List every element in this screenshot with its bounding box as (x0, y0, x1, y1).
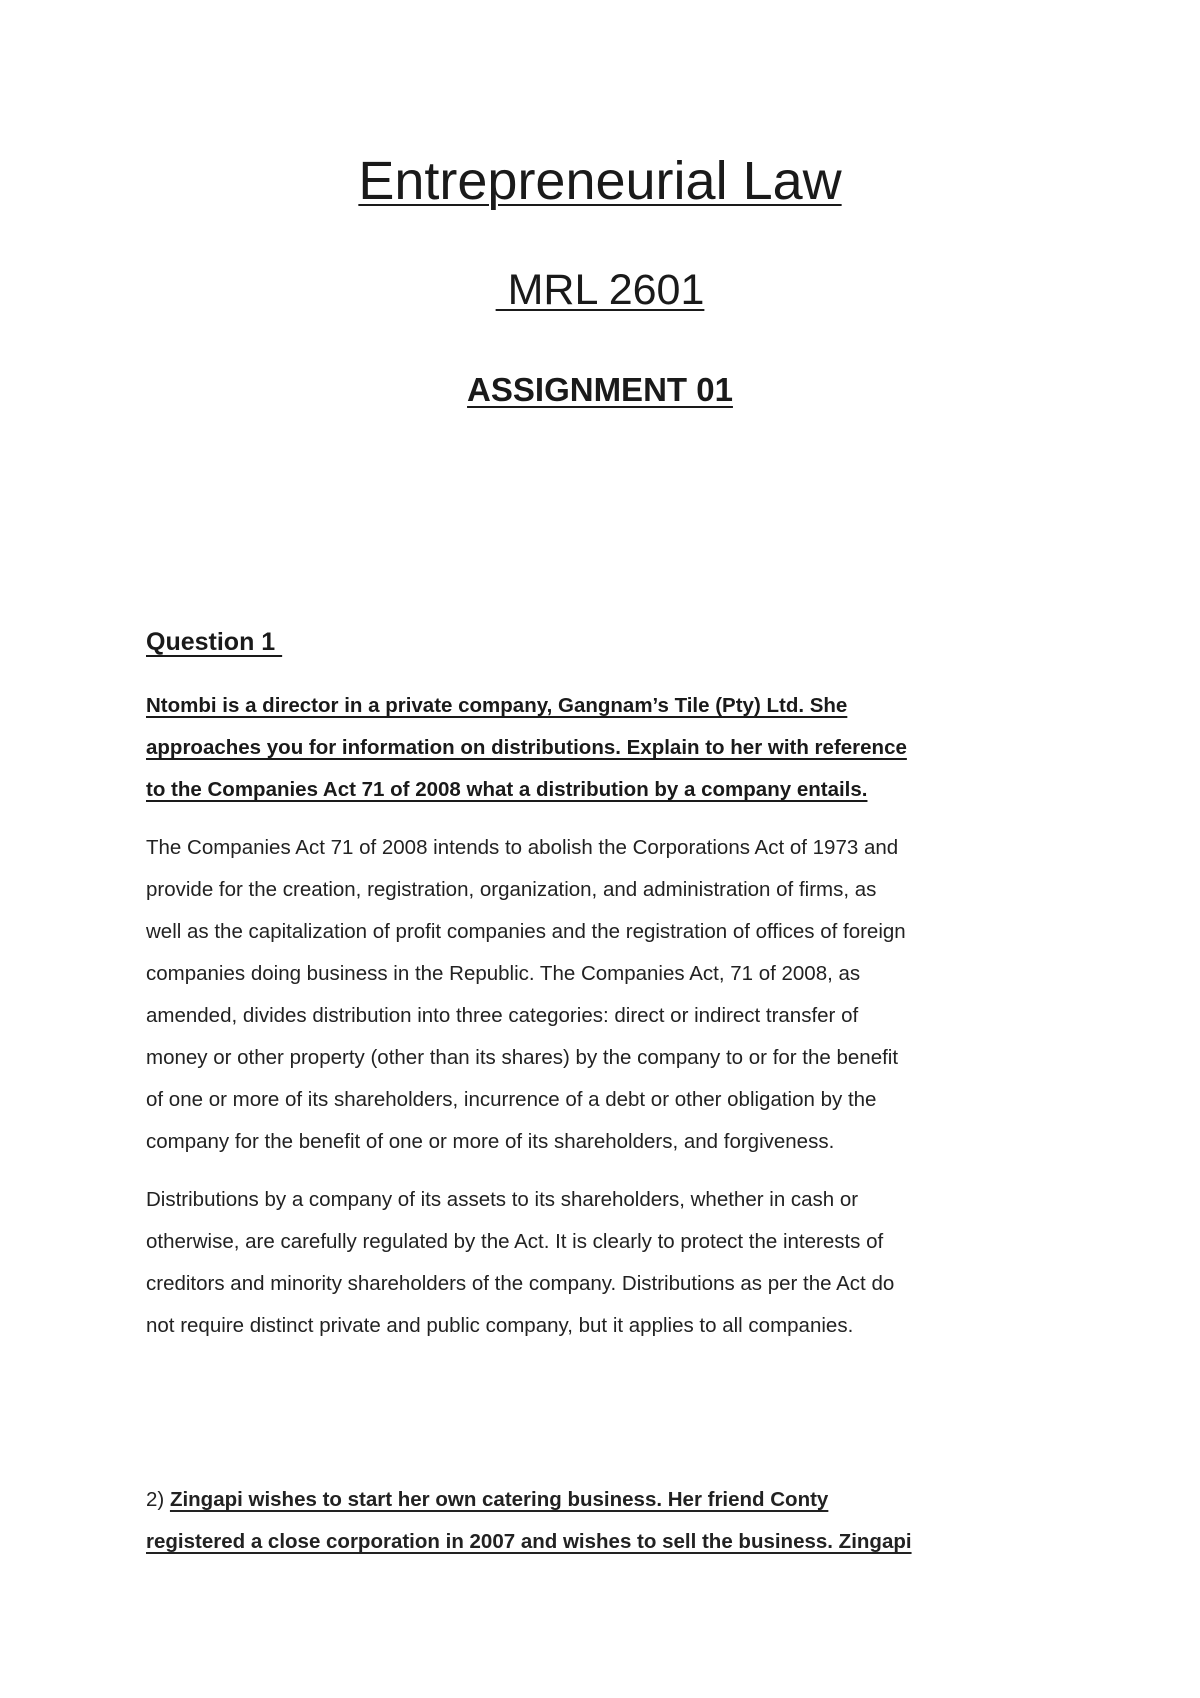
question-1-heading: Question 1 (146, 628, 283, 656)
question-1-prompt (146, 685, 1066, 811)
answer-line: creditors and minority shareholders of the company. Distributions as per the Act do (146, 1272, 895, 1295)
question-1-prompt-line: Ntombi is a director in a private company, Gangnam’s Tile (Pty) Ltd. She (146, 694, 848, 717)
question-2-prompt-line (146, 1521, 1066, 1563)
answer-line: otherwise, are carefully regulated by the Act. It is clearly to protect the interests of (146, 1230, 884, 1253)
answer-paragraph-1 (146, 827, 1066, 1163)
question-1-prompt-line: to the Companies Act 71 of 2008 what a distribution by a company entails. (146, 778, 868, 801)
course-code: MRL 2601 (495, 266, 705, 314)
answer-line: Distributions by a company of its assets to its shareholders, whether in cash or (146, 1188, 859, 1211)
question-2-prompt-text: Zingapi wishes to start her own catering business. Her friend Conty (169, 1488, 829, 1511)
question-2-number: 2) (146, 1488, 170, 1511)
answer-line: provide for the creation, registration, organization, and administration of firms, as (146, 878, 877, 901)
question-1-prompt-line: approaches you for information on distributions. Explain to her with reference (146, 736, 907, 759)
assignment-heading: ASSIGNMENT 01 (467, 371, 733, 408)
answer-line: not require distinct private and public company, but it applies to all companies. (146, 1314, 854, 1337)
answer-line: well as the capitalization of profit companies and the registration of offices of foreign (146, 920, 906, 943)
question-2-prompt-text: registered a close corporation in 2007 and wishes to sell the business. Zingapi (146, 1530, 912, 1553)
answer-line: of one or more of its shareholders, incurrence of a debt or other obligation by the (146, 1088, 877, 1111)
answer-line: company for the benefit of one or more of its shareholders, and forgiveness. (146, 1130, 835, 1153)
answer-paragraph-2 (146, 1179, 1066, 1347)
document-title: Entrepreneurial Law (358, 151, 842, 211)
answer-line: money or other property (other than its shares) by the company to or for the benefit (146, 1046, 899, 1069)
answer-line: amended, divides distribution into three categories: direct or indirect transfer of (146, 1004, 859, 1027)
answer-line: The Companies Act 71 of 2008 intends to abolish the Corporations Act of 1973 and (146, 836, 899, 859)
question-2-prompt-line (146, 1479, 1066, 1521)
answer-line: companies doing business in the Republic. The Companies Act, 71 of 2008, as (146, 962, 861, 985)
question-2-prompt (146, 1479, 1066, 1563)
